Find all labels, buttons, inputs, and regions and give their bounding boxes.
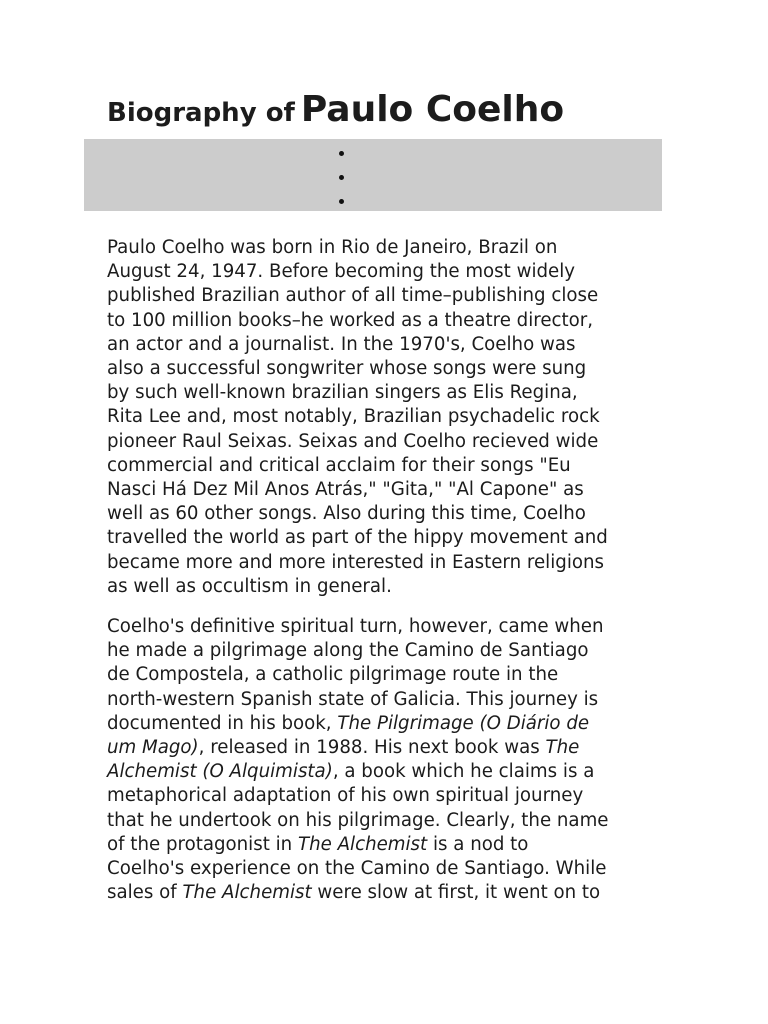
text-line: as well as occultism in general. (107, 575, 392, 597)
title-name: Paulo Coelho (300, 89, 565, 130)
text-segment: were slow at first, it went on to (311, 882, 601, 904)
text-line (107, 784, 667, 808)
text-line (107, 857, 667, 881)
text-line (107, 712, 667, 736)
text-line: August 24, 1947. Before becoming the most widely (107, 261, 576, 283)
text-line (107, 833, 667, 857)
text-line: well as 60 other songs. Also during this time, Coelho (107, 503, 586, 525)
text-segment: , released in 1988. His next book was (198, 737, 546, 759)
text-segment: that he undertook on his pilgrimage. Clearly, the name (107, 809, 609, 831)
paragraph-spiritual-turn (107, 615, 667, 905)
nav-dot (339, 175, 344, 180)
nav-dot (339, 151, 344, 156)
book-title-text: The (545, 737, 580, 759)
biography-body (107, 236, 667, 921)
text-line: commercial and critical acclaim for their songs "Eu (107, 454, 571, 476)
book-title-text: um Mago) (107, 737, 199, 759)
book-title-text: Alchemist (O Alquimista) (107, 761, 333, 783)
text-segment: metaphorical adaptation of his own spiritual journey (107, 785, 584, 807)
text-line (107, 663, 667, 687)
text-segment: de Compostela, a catholic pilgrimage route in the (107, 664, 559, 686)
page-title (107, 89, 565, 130)
text-line (107, 760, 667, 784)
book-title-text: The Alchemist (182, 882, 312, 904)
paragraph-early-life (107, 236, 667, 599)
text-line: published Brazilian author of all time–publishing close (107, 285, 599, 307)
book-title-text: The Alchemist (297, 833, 428, 855)
text-segment: Coelho's experience on the Camino de Santiago. While (107, 858, 607, 880)
text-line: pioneer Raul Seixas. Seixas and Coelho recieved wide (107, 430, 599, 452)
text-line: by such well-known brazilian singers as Elis Regina, (107, 382, 578, 404)
text-segment: north-western Spanish state of Galicia. This journey is (107, 688, 599, 710)
text-line (107, 736, 667, 760)
text-segment: of the protagonist in (107, 833, 298, 855)
text-line: Rita Lee and, most notably, Brazilian psychadelic rock (107, 406, 600, 428)
book-title-text: The Pilgrimage (O Diário de (337, 712, 590, 734)
text-segment: Coelho's definitive spiritual turn, however, came when (107, 616, 604, 638)
text-line: an actor and a journalist. In the 1970's, Coelho was (107, 333, 576, 355)
title-prefix: Biography of (107, 98, 295, 128)
text-segment: is a nod to (427, 833, 529, 855)
text-line: Paulo Coelho was born in Rio de Janeiro, Brazil on (107, 237, 558, 258)
text-line (107, 809, 667, 833)
text-segment: , a book which he claims is a (332, 761, 595, 783)
text-line (107, 639, 667, 663)
text-segment: documented in his book, (107, 712, 338, 734)
text-line: Nasci Há Dez Mil Anos Atrás," "Gita," "Al Capone" as (107, 479, 584, 501)
text-line: also a successful songwriter whose songs were sung (107, 358, 587, 380)
navigation-band (84, 139, 662, 211)
text-line: became more and more interested in Eastern religions (107, 551, 605, 573)
text-line (107, 615, 667, 639)
nav-dot (339, 199, 344, 204)
text-line: travelled the world as part of the hippy movement and (107, 527, 608, 549)
text-line (107, 688, 667, 712)
text-segment: sales of (107, 882, 183, 904)
text-line (107, 881, 667, 905)
text-line: to 100 million books–he worked as a theatre director, (107, 309, 594, 331)
text-segment: he made a pilgrimage along the Camino de Santiago (107, 640, 589, 662)
